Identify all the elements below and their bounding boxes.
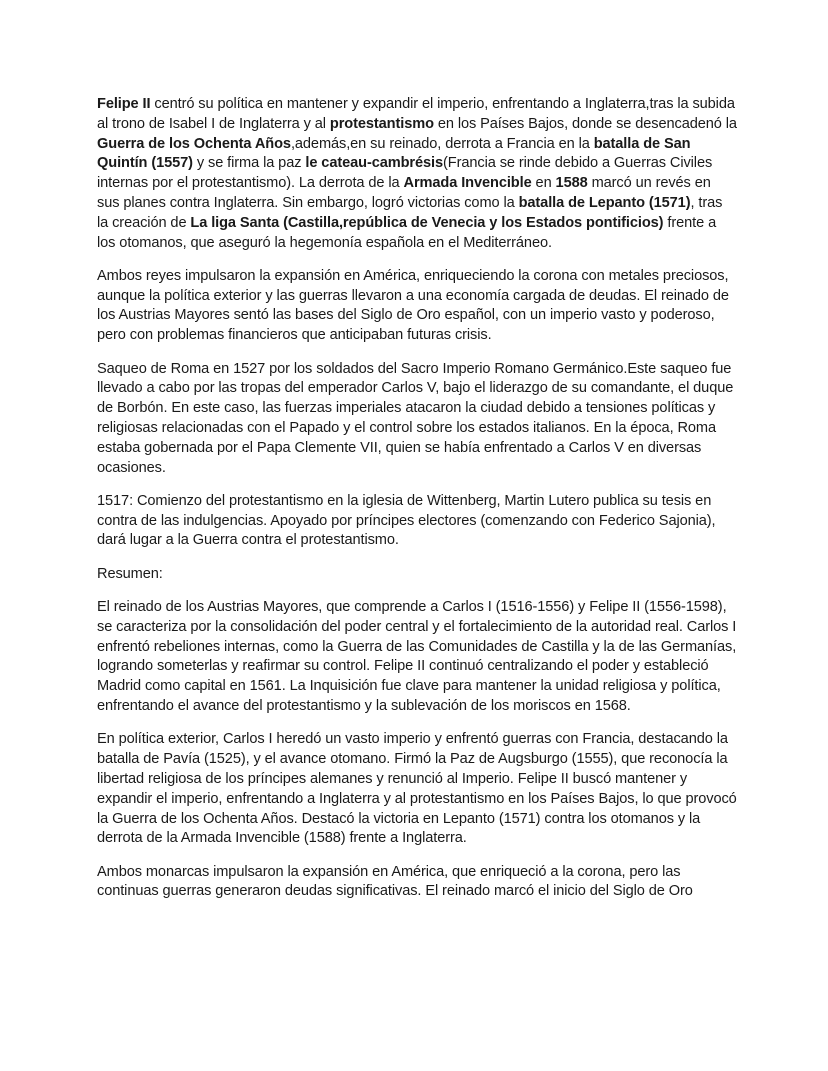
text: Ambos reyes impulsaron la expansión en América, enriqueciendo la corona con metales preciosos, aunque la política exterior y las guerras llevaron a una economía cargada de deudas. El reinado de los Austrias Mayores sentó las bases del Siglo de Oro español, con un imperio vasto y poderoso, pero con problemas financieros que anticipaban futuras crisis. — [97, 267, 729, 344]
paragraph-resumen-interior — [97, 598, 737, 717]
text: , tras la creación de — [97, 194, 723, 231]
paragraph-1517-protestantismo — [97, 492, 737, 551]
bold-text: Armada Invencible — [403, 175, 532, 192]
section-heading-resumen — [97, 565, 737, 585]
paragraph-resumen-america — [97, 863, 737, 903]
bold-text: batalla de San Quintín (1557) — [97, 135, 691, 172]
text: 1517: Comienzo del protestantismo en la iglesia de Wittenberg, Martin Lutero publica su tesis en contra de las indulgencias. Apoyado por príncipes electores (comenzando con Federico Sajonia), dará lugar a la Guerra contra el protestantismo. — [97, 492, 716, 549]
text: y se firma la paz — [192, 155, 306, 172]
paragraph-expansion-america — [97, 267, 737, 346]
document-page — [97, 95, 737, 916]
text: ,además,en su reinado, derrota a Francia en la — [290, 135, 594, 152]
bold-text: Guerra de los Ochenta Años — [97, 135, 291, 152]
text: marcó un revés en sus planes contra Inglaterra. Sin embargo, logró victorias como la — [97, 175, 711, 211]
text: El reinado de los Austrias Mayores, que comprende a Carlos I (1516-1556) y Felipe II (1556-1598), se caracteriza por la consolidación del poder central y el fortalecimiento de la autoridad real. Carlos I enfrentó rebeliones internas, como la Guerra de las Comunidades de Castilla y la de las Germanías, logrando someterlas y reafirmar su control. Felipe II continuó centralizando el poder y estableció Madrid como capital en 1561. La Inquisición fue clave para mantener la unidad religiosa y política, enfrentando el avance del protestantismo y la sublevación de los moriscos en 1568. — [97, 599, 737, 715]
text: frente a los otomanos, que aseguró la hegemonía española en el Mediterráneo. — [97, 214, 717, 251]
text: Ambos monarcas impulsaron la expansión en América, que enriqueció a la corona, pero las continuas guerras generaron deudas significativas. El reinado marcó el inicio del Siglo de Oro — [97, 863, 693, 900]
paragraph-felipe-ii — [97, 95, 737, 253]
paragraph-resumen-exterior — [97, 730, 737, 849]
paragraph-saqueo-roma — [97, 360, 737, 479]
bold-text: 1588 — [555, 175, 588, 192]
bold-text: protestantismo — [329, 115, 434, 132]
text: Saqueo de Roma en 1527 por los soldados del Sacro Imperio Romano Germánico.Este saqueo fue llevado a cabo por las tropas del emperador Carlos V, bajo el liderazgo de su comandante, el duque de Borbón. En este caso, las fuerzas imperiales atacaron la ciudad debido a tensiones políticas y religiosas relacionadas con el Papado y el control sobre los estados italianos. En la época, Roma estaba gobernada por el Papa Clemente VII, quien se había enfrentado a Carlos V en diversas ocasiones. — [97, 360, 734, 476]
text: (Francia se rinde debido a Guerras Civiles internas por el protestantismo). La derrota de la — [97, 155, 713, 192]
bold-text: La liga Santa (Castilla,república de Venecia y los Estados pontificios) — [190, 214, 664, 231]
bold-text: batalla de Lepanto (1571) — [518, 194, 691, 211]
text: en los Países Bajos, donde se desencadenó la — [433, 115, 737, 132]
text: Resumen: — [97, 565, 163, 582]
bold-text: Felipe II — [97, 96, 151, 112]
bold-text: le cateau-cambrésis — [305, 155, 444, 172]
text: en — [531, 175, 556, 192]
text: centró su política en mantener y expandir el imperio, enfrentando a Inglaterra,tras la subida al trono de Isabel I de Inglaterra y al — [97, 96, 735, 132]
text: En política exterior, Carlos I heredó un vasto imperio y enfrentó guerras con Francia, destacando la batalla de Pavía (1525), y el avance otomano. Firmó la Paz de Augsburgo (1555), que reconocía la libertad religiosa de los príncipes alemanes y renunció al Imperio. Felipe II buscó mantener y expandir el imperio, enfrentando a Inglaterra y al protestantismo en los Países Bajos, lo que provocó la Guerra de los Ochenta Años. Destacó la victoria en Lepanto (1571) contra los otomanos y la derrota de la Armada Invencible (1588) frente a Inglaterra. — [97, 731, 737, 847]
